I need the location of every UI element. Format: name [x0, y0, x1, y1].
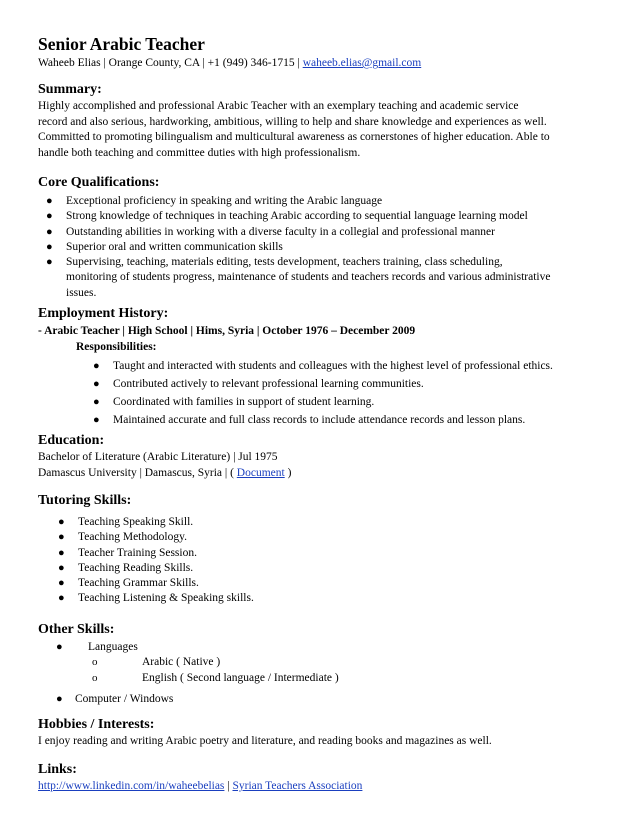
hobbies-heading: Hobbies / Interests:: [38, 717, 155, 732]
bullet-icon: ●: [93, 396, 100, 408]
responsibilities-list: [38, 357, 608, 429]
language-item: [38, 671, 608, 686]
bullet-icon: ●: [46, 240, 53, 253]
item-text: Coordinated with families in support of student learning.: [113, 396, 375, 408]
education-section: [38, 432, 608, 481]
contact-line: [38, 56, 608, 71]
education-heading: Education:: [38, 433, 105, 448]
bullet-icon: ●: [46, 210, 53, 223]
list-item: [38, 515, 608, 530]
item-text: Computer / Windows: [75, 692, 174, 705]
syrian-teachers-link[interactable]: Syrian Teachers Association: [232, 780, 363, 792]
item-text: Arabic ( Native ): [142, 656, 221, 669]
links-line: [38, 779, 608, 795]
list-item: [38, 240, 608, 255]
list-item: [38, 357, 608, 375]
list-item: [38, 591, 608, 606]
other-skills-section: [38, 621, 608, 707]
item-text: Outstanding abilities in working with a diverse faculty in a collegial and professional manner: [66, 225, 495, 238]
employment-heading: Employment History:: [38, 306, 169, 321]
list-item: [38, 411, 608, 429]
document-link[interactable]: Document: [236, 466, 285, 479]
bullet-icon: ●: [46, 195, 53, 207]
list-item: [38, 209, 608, 224]
item-text: Taught and interacted with students and colleagues with the highest level of professional ethics.: [113, 360, 553, 372]
core-heading: Core Qualifications:: [38, 175, 160, 190]
links-section: [38, 761, 608, 795]
tutoring-list: [38, 515, 608, 607]
bullet-icon: ●: [58, 561, 65, 574]
summary-text: [38, 99, 608, 161]
resume-header: [38, 34, 608, 71]
list-item: [38, 194, 608, 209]
item-text: Superior oral and written communication skills: [66, 240, 283, 253]
tutoring-section: [38, 492, 608, 607]
summary-line: Committed to promoting bilingualism and multicultural awareness as cornerstones of higher education. Able to: [38, 131, 550, 143]
degree-line: Bachelor of Literature (Arabic Literature) | Jul 1975: [38, 451, 278, 463]
item-text: Maintained accurate and full class records to include attendance records and lesson plans.: [113, 414, 526, 426]
bullet-icon: ●: [93, 360, 100, 372]
list-item: [38, 576, 608, 591]
tutoring-heading: Tutoring Skills:: [38, 493, 132, 508]
item-text: Teaching Listening & Speaking skills.: [78, 592, 254, 605]
list-item: [38, 375, 608, 393]
university-line: [38, 466, 608, 482]
core-section: [38, 174, 608, 301]
item-text: Teaching Reading Skills.: [78, 561, 194, 574]
item-text: Languages: [88, 641, 138, 653]
circle-bullet-icon: o: [92, 671, 98, 684]
summary-line: record and also serious, hardworking, ambitious, willing to help and share knowledge and experiences as well.: [38, 115, 547, 128]
list-item: [38, 530, 608, 545]
bullet-icon: ●: [46, 256, 53, 269]
list-item: [38, 692, 608, 707]
item-text: Teaching Grammar Skills.: [78, 577, 199, 590]
item-text: Exceptional proficiency in speaking and writing the Arabic language: [66, 195, 383, 207]
bullet-icon: ●: [58, 531, 65, 544]
other-skills-heading: Other Skills:: [38, 622, 115, 637]
item-text: Supervising, teaching, materials editing, tests development, teachers training, class scheduling,: [66, 256, 503, 269]
summary-section: [38, 81, 608, 161]
list-item: [38, 255, 608, 301]
item-text: Teacher Training Session.: [78, 546, 197, 559]
bullet-icon: ●: [56, 692, 63, 705]
hobbies-section: [38, 716, 608, 750]
job-title: - Arabic Teacher | High School | Hims, Syria | October 1976 – December 2009: [38, 325, 416, 337]
links-heading: Links:: [38, 762, 77, 777]
list-item: [38, 225, 608, 240]
bullet-icon: ●: [58, 592, 65, 605]
other-skills-list: [38, 640, 608, 707]
responsibilities-label: Responsibilities:: [76, 340, 157, 353]
item-text: English ( Second language / Intermediate ): [142, 671, 339, 684]
bullet-icon: ●: [93, 414, 100, 426]
item-text: Strong knowledge of techniques in teaching Arabic according to sequential language learning model: [66, 210, 528, 223]
linkedin-link[interactable]: http://www.linkedin.com/in/waheebelias: [38, 780, 225, 792]
bullet-icon: ●: [46, 225, 53, 238]
list-item: [38, 561, 608, 576]
language-item: [38, 655, 608, 670]
bullet-icon: ●: [58, 516, 65, 528]
summary-heading: Summary:: [38, 82, 102, 97]
list-item: [38, 393, 608, 411]
bullet-icon: ●: [58, 546, 65, 559]
item-text: Contributed actively to relevant professional learning communities.: [113, 378, 424, 390]
core-list: [38, 194, 608, 301]
contact-details: Waheeb Elias | Orange County, CA | +1 (949) 346-1715 |: [38, 57, 300, 69]
circle-bullet-icon: o: [92, 656, 98, 669]
item-text: issues.: [66, 286, 97, 299]
item-text: Teaching Speaking Skill.: [78, 516, 194, 528]
university-text: Damascus University | Damascus, Syria | (: [38, 466, 234, 479]
page-title: Senior Arabic Teacher: [38, 34, 205, 54]
hobbies-text: I enjoy reading and writing Arabic poetry and literature, and reading books and magazines as well.: [38, 735, 492, 747]
bullet-icon: ●: [56, 641, 63, 653]
summary-line: Highly accomplished and professional Arabic Teacher with an exemplary teaching and academic service: [38, 100, 519, 112]
list-item: [38, 546, 608, 561]
employment-section: [38, 305, 608, 429]
list-item: [38, 640, 608, 655]
link-separator: |: [227, 780, 230, 792]
email-link[interactable]: waheeb.elias@gmail.com: [302, 57, 422, 69]
bullet-icon: ●: [58, 577, 65, 590]
item-text: Teaching Methodology.: [78, 531, 187, 544]
closing-paren: ): [287, 466, 292, 479]
item-text: monitoring of students progress, maintenance of students and teachers records and various administrative: [66, 271, 551, 284]
bullet-icon: ●: [93, 378, 100, 390]
summary-line: handle both teaching and committee duties with high professionalism.: [38, 146, 361, 159]
